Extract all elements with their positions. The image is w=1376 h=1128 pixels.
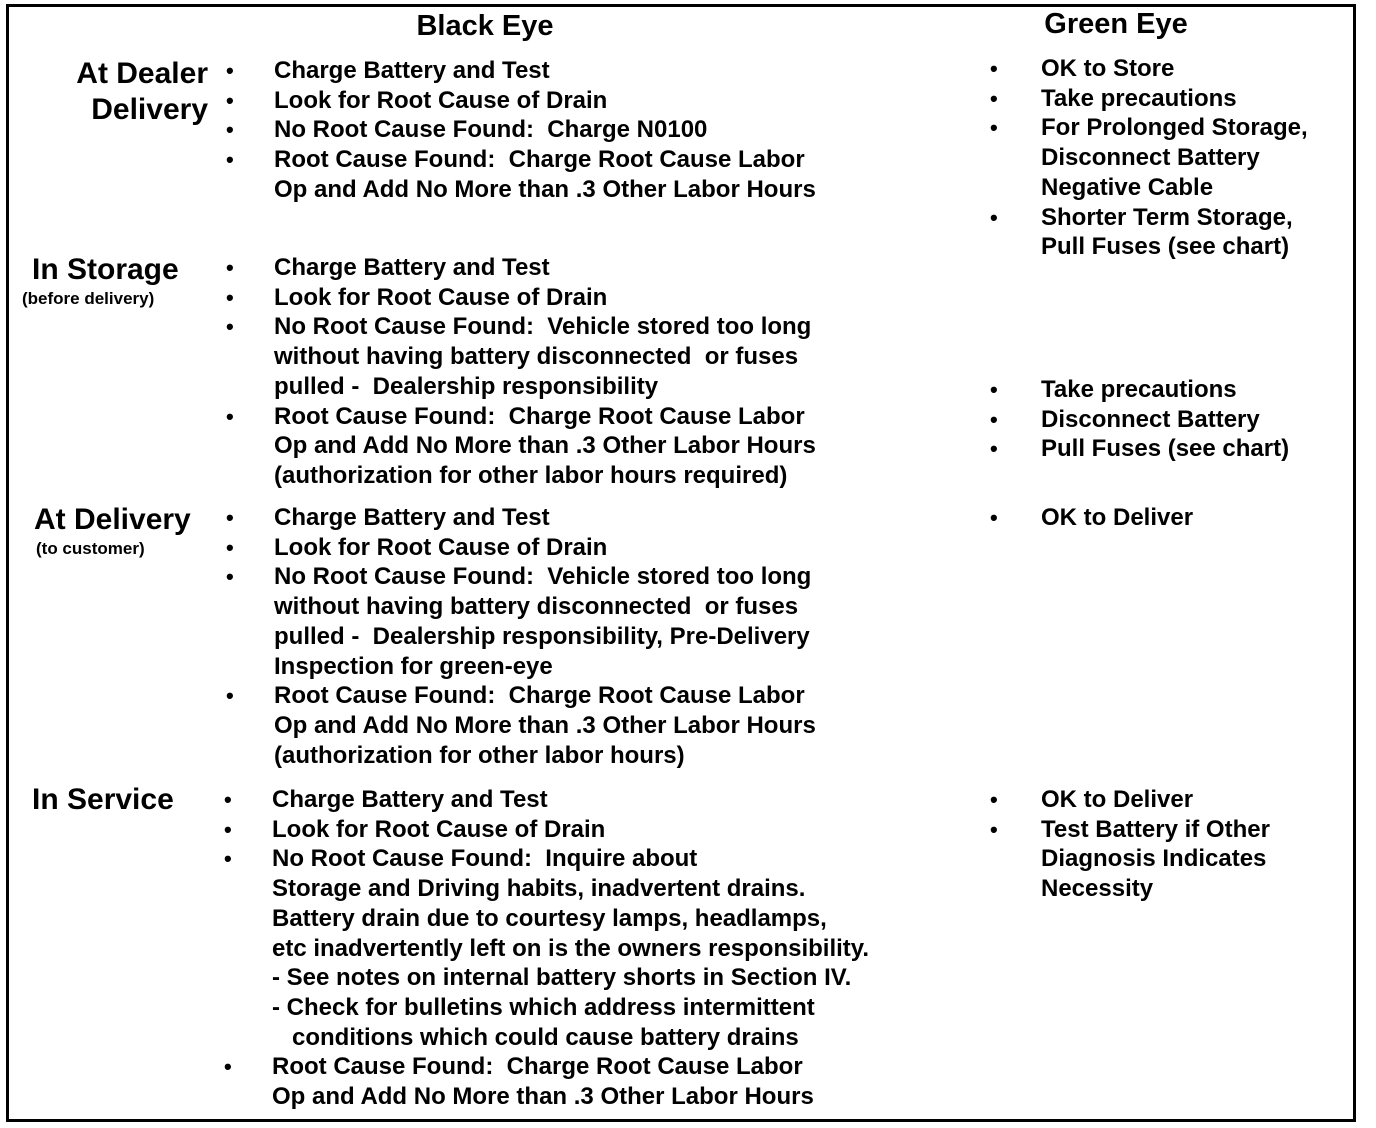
list-item-line: Charge Battery and Test (274, 254, 550, 281)
list-item-line: Take precautions (1041, 376, 1237, 403)
list-item-line: No Root Cause Found: Inquire about (272, 845, 698, 873)
black-eye-list-item (224, 785, 869, 815)
green-eye-list-service (990, 785, 1270, 904)
list-item-line: Disconnect Battery (1041, 144, 1260, 172)
list-item-line: Shorter Term Storage, (1041, 203, 1293, 231)
black-eye-list-item (226, 402, 816, 491)
list-item-line: OK to Deliver (1041, 786, 1194, 813)
bullet-icon: • (226, 255, 234, 280)
black-eye-list-item (226, 533, 816, 563)
section-title-storage (32, 252, 179, 288)
black-eye-list-item (226, 115, 816, 145)
black-eye-list-service (224, 785, 870, 1112)
green-eye-list-item (990, 84, 1308, 114)
list-item-line: Pull Fuses (see chart) (1041, 233, 1290, 261)
black-eye-list-item (226, 562, 816, 681)
section-title-dealer (76, 56, 208, 128)
black-eye-list-item (224, 1052, 869, 1111)
list-item-line: Storage and Driving habits, inadvertent drains. (272, 875, 806, 903)
list-item-line: Op and Add No More than .3 Other Labor Hours (272, 1083, 814, 1111)
list-item-line: without having battery disconnected or fuses (274, 343, 799, 371)
bullet-icon: • (226, 314, 234, 340)
bullet-icon: • (990, 787, 998, 812)
list-item-line: conditions which could cause battery drains (272, 1023, 799, 1051)
black-eye-list-item (226, 681, 816, 770)
section-title-line: In Storage (32, 253, 179, 286)
bullet-icon: • (226, 403, 234, 429)
green-eye-list-item (990, 113, 1308, 202)
bullet-icon: • (224, 816, 232, 842)
list-item-line: - Check for bulletins which address intermittent (272, 993, 815, 1021)
bullet-icon: • (226, 564, 234, 590)
list-item-line: pulled - Dealership responsibility (274, 372, 659, 400)
green-eye-list-item (990, 54, 1308, 84)
bullet-icon: • (224, 787, 232, 812)
list-item-line: Take precautions (1041, 84, 1237, 112)
black-eye-list-item (226, 312, 816, 401)
bullet-icon: • (224, 846, 232, 872)
black-eye-list-dealer (226, 56, 816, 205)
bullet-icon: • (226, 683, 234, 709)
bullet-icon: • (990, 115, 998, 141)
bullet-icon: • (990, 56, 998, 81)
list-item-line: without having battery disconnected or fuses (274, 593, 799, 621)
list-item-line: Test Battery if Other (1041, 815, 1270, 843)
list-item-line: Inspection for green-eye (274, 652, 553, 680)
list-item-line: OK to Deliver (1041, 504, 1194, 531)
list-item-line: Root Cause Found: Charge Root Cause Labor (274, 402, 805, 430)
green-eye-list-item (990, 503, 1194, 533)
list-item-line: Op and Add No More than .3 Other Labor Hours (274, 711, 816, 739)
bullet-icon: • (226, 534, 234, 560)
bullet-icon: • (990, 505, 998, 530)
list-item-line: Look for Root Cause of Drain (272, 815, 606, 843)
bullet-icon: • (990, 85, 998, 111)
header-black-eye: Black Eye (416, 10, 554, 42)
bullet-icon: • (990, 816, 998, 842)
list-item-line: Look for Root Cause of Drain (274, 283, 608, 311)
black-eye-list-delivery (226, 503, 816, 770)
list-item-line: Disconnect Battery (1041, 405, 1260, 433)
list-item-line: No Root Cause Found: Charge N0100 (274, 116, 708, 144)
black-eye-list-item (224, 844, 870, 1052)
list-item-line: Negative Cable (1041, 173, 1214, 201)
section-title-line: Delivery (91, 93, 208, 126)
bullet-icon: • (226, 87, 234, 113)
list-item-line: No Root Cause Found: Vehicle stored too long (274, 563, 812, 591)
list-item-line: No Root Cause Found: Vehicle stored too long (274, 313, 812, 341)
green-eye-list-item (990, 203, 1308, 262)
bullet-icon: • (990, 377, 998, 402)
list-item-line: etc inadvertently left on is the owners responsibility. (272, 934, 870, 962)
black-eye-list-item (224, 815, 869, 845)
list-item-line: For Prolonged Storage, (1041, 114, 1308, 142)
black-eye-list-item (226, 145, 816, 204)
header-green-eye: Green Eye (1044, 8, 1188, 40)
list-item-line: Look for Root Cause of Drain (274, 533, 608, 561)
green-eye-list-item (990, 405, 1289, 435)
bullet-icon: • (224, 1054, 232, 1080)
list-item-line: Root Cause Found: Charge Root Cause Labor (274, 146, 805, 174)
black-eye-list-item (226, 283, 816, 313)
section-title-line: At Dealer (76, 57, 208, 90)
black-eye-list-item (226, 253, 816, 283)
bullet-icon: • (990, 406, 998, 432)
green-eye-list-item (990, 375, 1289, 405)
black-eye-list-storage (226, 253, 816, 491)
bullet-icon: • (226, 284, 234, 310)
green-eye-list-item (990, 785, 1270, 815)
green-eye-list-item (990, 815, 1270, 904)
list-item-line: pulled - Dealership responsibility, Pre-Delivery (274, 622, 810, 650)
black-eye-list-item (226, 503, 816, 533)
list-item-line: Charge Battery and Test (272, 786, 548, 813)
list-item-line: Charge Battery and Test (274, 57, 550, 84)
bullet-icon: • (990, 204, 998, 230)
list-item-line: Op and Add No More than .3 Other Labor Hours (274, 175, 816, 203)
green-eye-list-storage (990, 375, 1290, 464)
list-item-line: Look for Root Cause of Drain (274, 86, 608, 114)
bullet-icon: • (226, 147, 234, 173)
list-item-line: Diagnosis Indicates (1041, 845, 1267, 873)
list-item-line: OK to Store (1041, 55, 1175, 82)
section-title-line: In Service (32, 783, 174, 816)
list-item-line: Battery drain due to courtesy lamps, headlamps, (272, 904, 827, 932)
black-eye-list-item (226, 56, 816, 86)
list-item-line: (authorization for other labor hours required) (274, 461, 788, 489)
green-eye-list-item (990, 434, 1290, 464)
bullet-icon: • (226, 58, 234, 83)
section-subtitle-delivery: (to customer) (36, 539, 145, 558)
list-item-line: (authorization for other labor hours) (274, 741, 685, 769)
black-eye-list-item (226, 86, 816, 116)
list-item-line: Pull Fuses (see chart) (1041, 435, 1290, 463)
list-item-line: Root Cause Found: Charge Root Cause Labor (274, 682, 805, 710)
section-title-service (32, 782, 174, 818)
section-subtitle-storage: (before delivery) (22, 289, 155, 308)
section-title-line: At Delivery (34, 503, 191, 536)
list-item-line: - See notes on internal battery shorts in Section IV. (272, 964, 852, 992)
green-eye-list-dealer (990, 54, 1308, 262)
bullet-icon: • (226, 117, 234, 143)
list-item-line: Root Cause Found: Charge Root Cause Labor (272, 1053, 803, 1081)
green-eye-list-delivery (990, 503, 1194, 533)
bullet-icon: • (226, 505, 234, 530)
list-item-line: Charge Battery and Test (274, 504, 550, 531)
bullet-icon: • (990, 436, 998, 462)
list-item-line: Op and Add No More than .3 Other Labor Hours (274, 432, 816, 460)
list-item-line: Necessity (1041, 875, 1154, 903)
section-title-delivery (34, 502, 191, 538)
